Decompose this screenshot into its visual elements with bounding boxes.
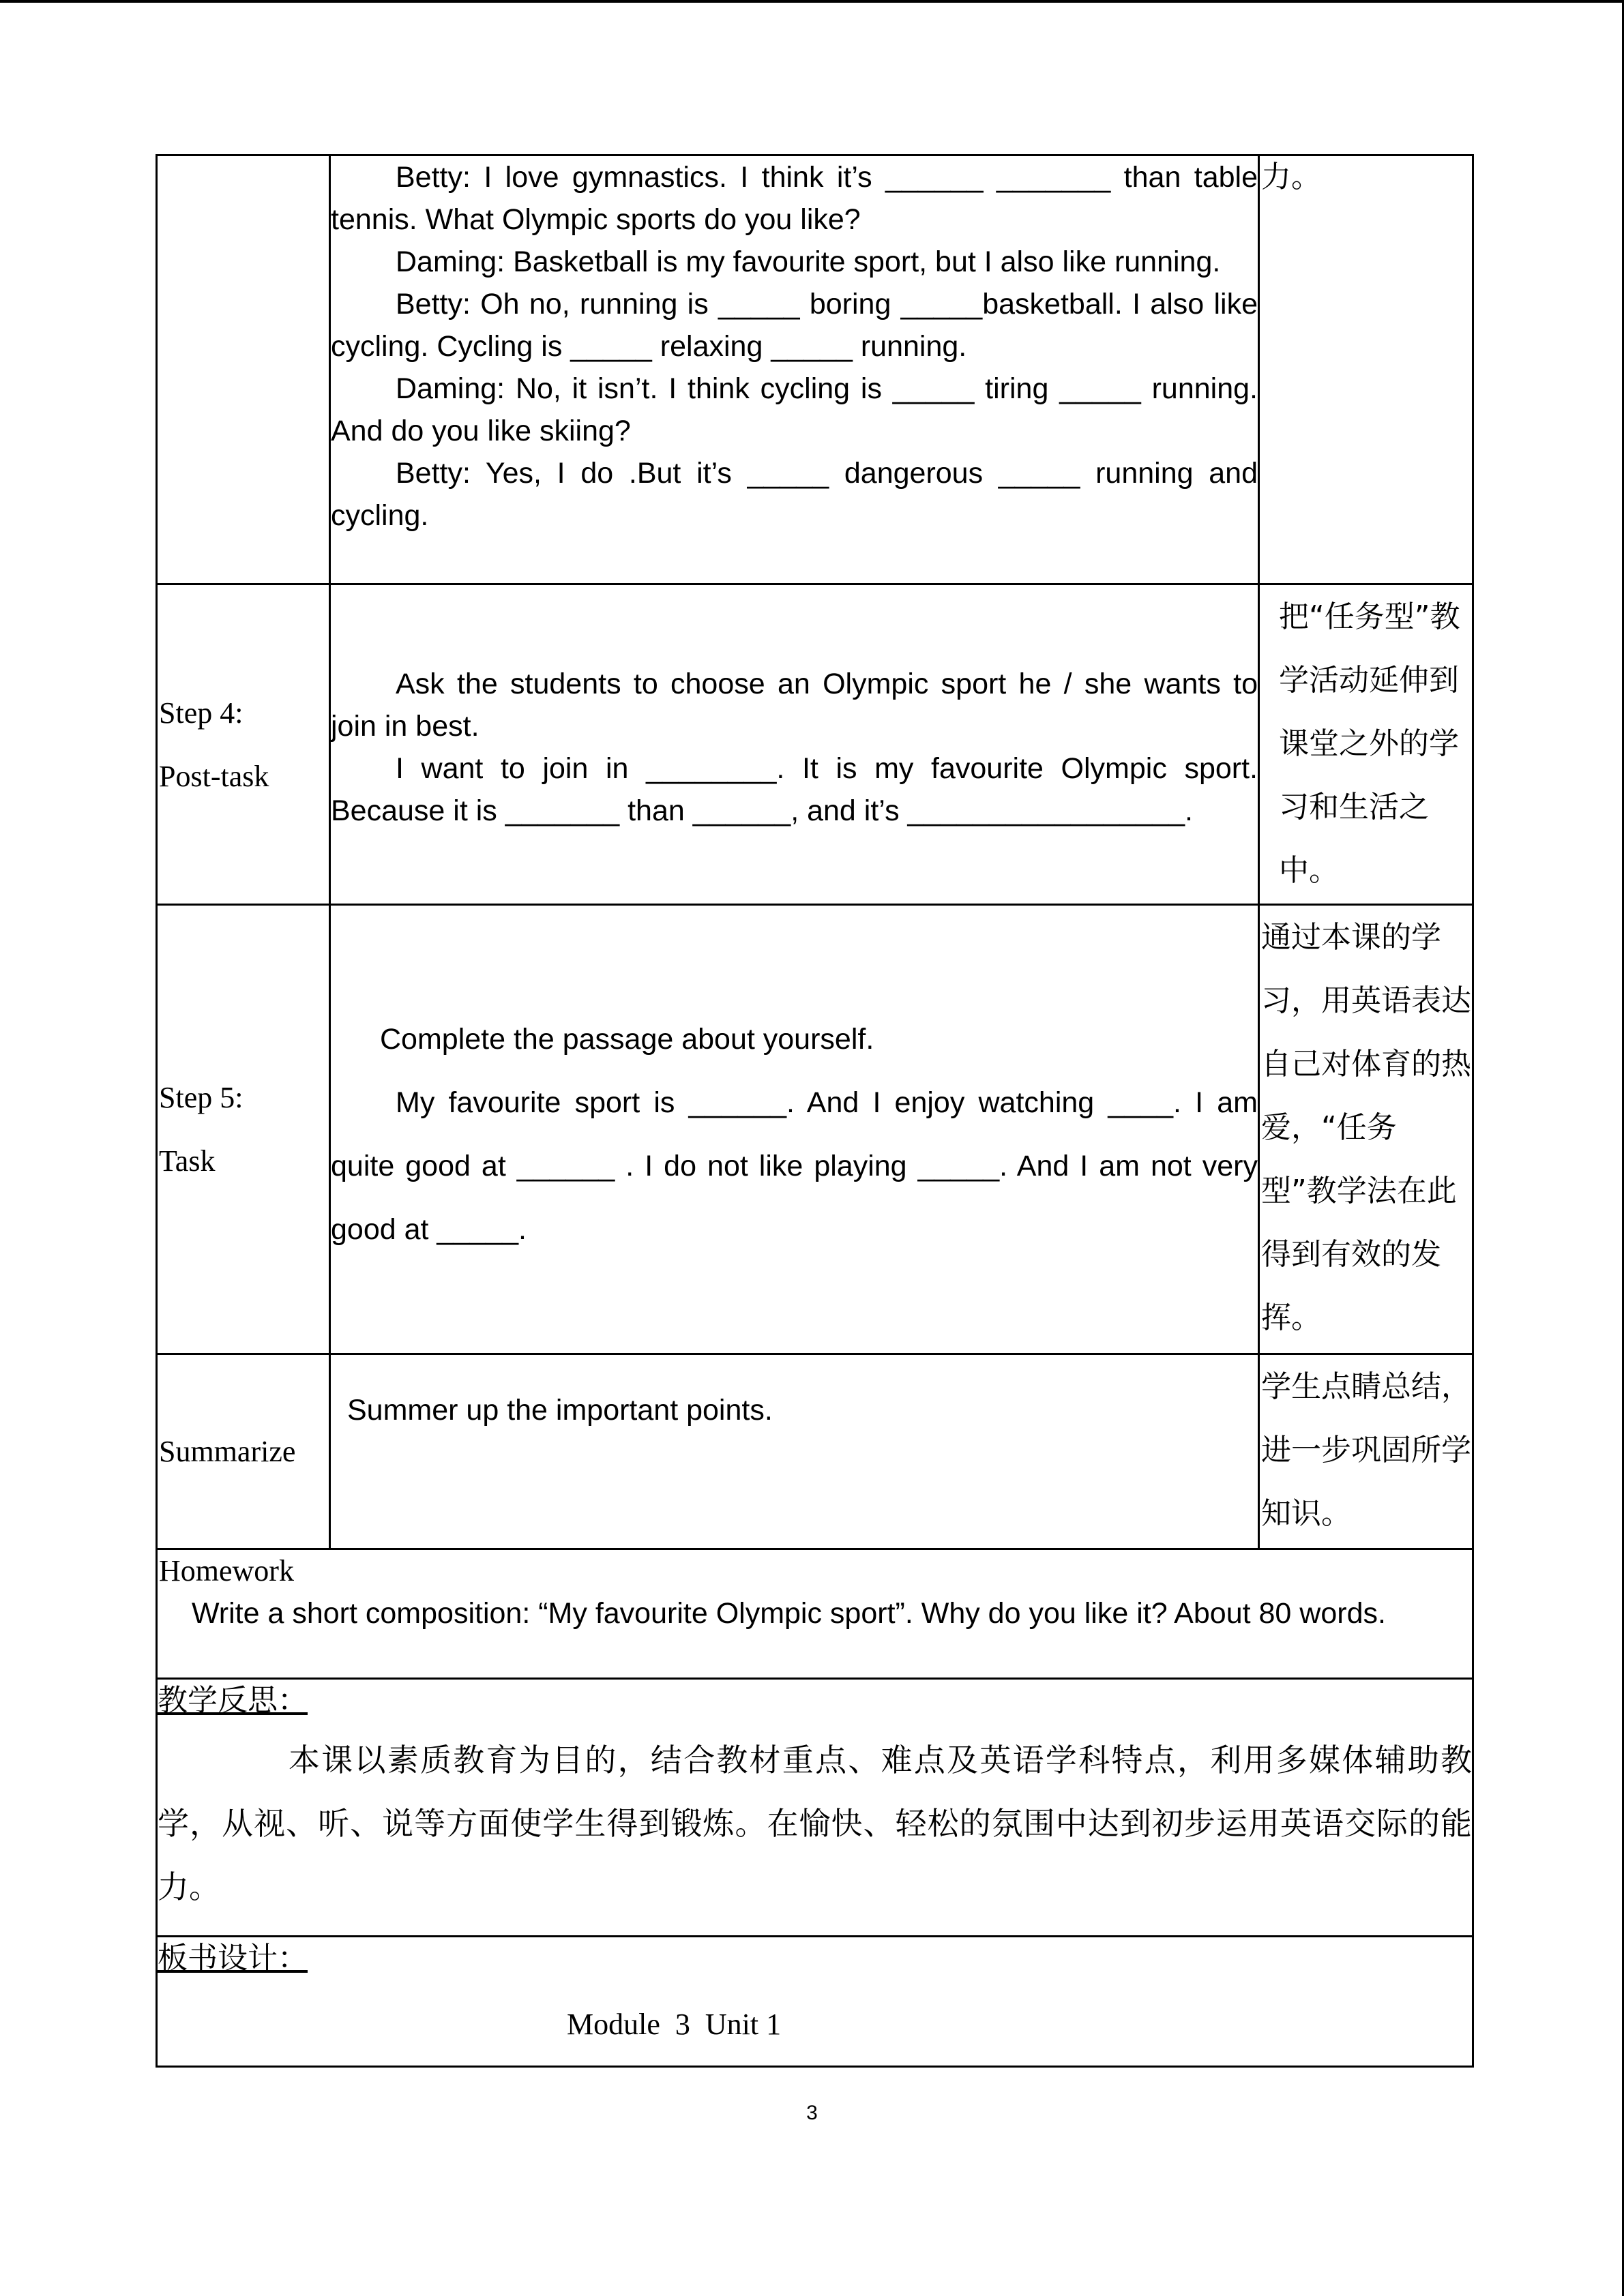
step5-instruction: Complete the passage about yourself. [380,1023,874,1056]
step5-note-cell [1259,905,1473,1354]
step5-note: 通过本课的学习，用英语表达自己对体育的热爱，“任务型”教学法在此得到有效的发挥。 [1261,920,1471,1335]
step5-sublabel: Task [159,1144,216,1178]
summarize-label-cell [157,1354,330,1549]
dialogue-cell [330,155,1259,584]
step4-row [157,584,1473,905]
summarize-text: Summer up the important points. [347,1394,773,1427]
dialogue-line: Daming: Basketball is my favourite sport, but I also like running. [396,245,1221,278]
step4-content-cell [330,584,1259,905]
board-design-cell [157,1937,1473,2067]
homework-label: Homework [159,1554,294,1587]
step5-label-cell [157,905,330,1354]
board-design-label: 板书设计： [158,1941,308,1976]
page-top-border [0,0,1624,3]
step5-label: Step 5: [159,1081,243,1114]
reflection-cell [157,1679,1473,1937]
dialogue-note: 力。 [1261,160,1321,194]
reflection-text: 本课以素质教育为目的，结合教材重点、难点及英语学科特点，利用多媒体辅助教学，从视、听、说等方面使学生得到锻炼。在愉快、轻松的氛围中达到初步运用英语交际的能力。 [158,1742,1472,1905]
dialogue-note-cell [1259,155,1473,584]
step4-template: I want to join in ________. It is my favourite Olympic sport. Because it is _______ than ______, and it’s _________________. [331,752,1258,827]
dialogue-row [157,155,1473,584]
reflection-row [157,1679,1473,1937]
step4-label: Step 4: [159,696,243,730]
step5-content-cell [330,905,1259,1354]
module-title: Module 3 Unit 1 [567,2008,782,2041]
step5-template: My favourite sport is ______. And I enjoy watching ____. I am quite good at ______ . I do not like playing _____. And I am not very good at _____. [331,1086,1258,1246]
reflection-label: 教学反思： [158,1683,308,1718]
step4-label-cell [157,584,330,905]
summarize-note: 学生点睛总结，进一步巩固所学知识。 [1261,1369,1471,1531]
summarize-note-cell [1259,1354,1473,1549]
dialogue-line: Daming: No, it isn’t. I think cycling is _____ tiring _____ running. And do you like skiing? [331,372,1258,447]
dialogue-line: Betty: Oh no, running is _____ boring _____basketball. I also like cycling. Cycling is _____ relaxing _____ running. [331,288,1258,363]
homework-cell [157,1549,1473,1679]
step4-sublabel: Post-task [159,759,269,793]
board-design-row [157,1937,1473,2067]
lesson-plan-table [156,154,1474,2068]
step5-row [157,905,1473,1354]
dialogue-line: Betty: Yes, I do .But it’s _____ dangerous _____ running and cycling. [331,457,1258,532]
summarize-row [157,1354,1473,1549]
step4-instruction: Ask the students to choose an Olympic sport he / she wants to join in best. [331,668,1258,743]
step4-note: 把“任务型”教学活动延伸到课堂之外的学习和生活之中。 [1279,599,1460,888]
homework-row [157,1549,1473,1679]
dialogue-line: Betty: I love gymnastics. I think it’s ______ _______ than table tennis. What Olympic sports do you like? [331,161,1258,236]
step4-note-cell [1259,584,1473,905]
dialogue-step-cell [157,155,330,584]
page-number: 3 [806,2102,818,2124]
summarize-label: Summarize [159,1435,296,1468]
summarize-content-cell [330,1354,1259,1549]
homework-text: Write a short composition: “My favourite Olympic sport”. Why do you like it? About 80 words. [192,1597,1386,1630]
